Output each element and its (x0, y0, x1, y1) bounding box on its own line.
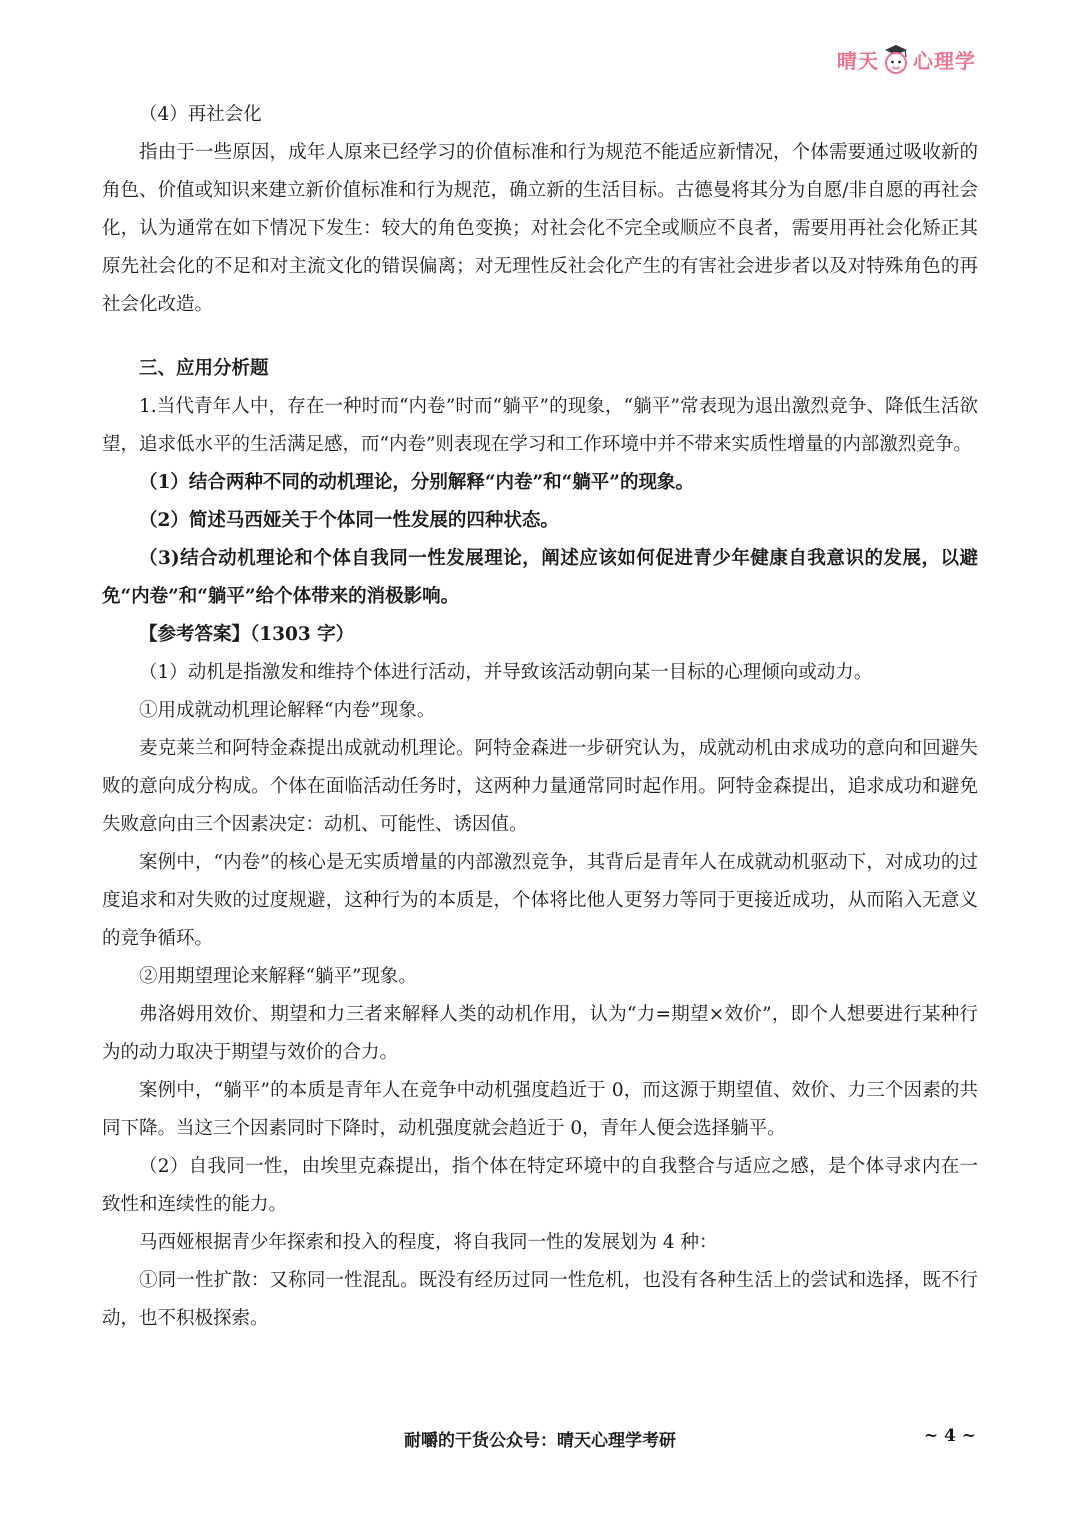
page-number: ~ 4 ~ (923, 1426, 976, 1446)
answer-paragraph: 案例中，“躺平”的本质是青年人在竞争中动机强度趋近于 0，而这源于期望值、效价、力三个因素的共同下降。当这三个因素同时下降时，动机强度就会趋近于 0，青年人便会选择躺平。 (102, 1080, 978, 1139)
question-2: （2）简述马西娅关于个体同一性发展的四种状态。 (139, 510, 559, 531)
footer-text: 耐嚼的干货公众号：晴天心理学考研 (404, 1431, 676, 1451)
answer-paragraph: ①同一性扩散：又称同一性混乱。既没有经历过同一性危机，也没有各种生活上的尝试和选择，既不行动，也不积极探索。 (102, 1270, 978, 1329)
spacer (102, 324, 978, 350)
section-title: 三、应用分析题 (139, 358, 269, 379)
page-content (102, 96, 978, 1338)
question-1: （1）结合两种不同的动机理论，分别解释“内卷”和“躺平”的现象。 (139, 472, 694, 493)
answer-paragraph: 案例中，“内卷”的核心是无实质增量的内部激烈竞争，其背后是青年人在成就动机驱动下，对成功的过度追求和对失败的过度规避，这种行为的本质是，个体将比他人更努力等同于更接近成功，从而陷入无意义的竞争循环。 (102, 852, 978, 949)
paragraph-resocialization: 指由于一些原因，成年人原来已经学习的价值标准和行为规范不能适应新情况，个体需要通过吸收新的角色、价值或知识来建立新价值标准和行为规范，确立新的生活目标。古德曼将其分为自愿/非自愿的再社会化，认为通常在如下情况下发生：较大的角色变换；对社会化不完全或顺应不良者，需要用再社会化矫正其原先社会化的不足和对主流文化的错误偏离；对无理性反社会化产生的有害社会进步者以及对特殊角色的再社会化改造。 (102, 142, 978, 315)
answer-paragraph: ①用成就动机理论解释“内卷”现象。 (139, 700, 436, 721)
logo-text-left: 晴天 (837, 48, 879, 73)
answer-paragraph: ②用期望理论来解释“躺平”现象。 (139, 966, 417, 987)
subheading-resocialization: （4）再社会化 (139, 104, 262, 125)
answer-paragraph: 麦克莱兰和阿特金森提出成就动机理论。阿特金森进一步研究认为，成就动机由求成功的意向和回避失败的意向成分构成。个体在面临活动任务时，这两种力量通常同时起作用。阿特金森提出，追求成功和避免失败意向由三个因素决定：动机、可能性、诱因值。 (102, 738, 978, 835)
question-3: （3)结合动机理论和个体自我同一性发展理论，阐述应该如何促进青少年健康自我意识的发展，以避免“内卷”和“躺平”给个体带来的消极影响。 (102, 548, 978, 607)
answer-paragraph: 弗洛姆用效价、期望和力三者来解释人类的动机作用，认为“力=期望×效价”，即个人想要进行某种行为的动力取决于期望与效价的合力。 (102, 1004, 978, 1063)
answer-paragraph: 马西娅根据青少年探索和投入的程度，将自我同一性的发展划为 4 种： (139, 1232, 718, 1253)
mascot-icon (881, 43, 911, 75)
answer-paragraph: （2）自我同一性，由埃里克森提出，指个体在特定环境中的自我整合与适应之感，是个体寻求内在一致性和连续性的能力。 (102, 1156, 978, 1215)
answer-paragraph: （1）动机是指激发和维持个体进行活动，并导致该活动朝向某一目标的心理倾向或动力。 (139, 662, 873, 683)
logo-text-right: 心理学 (913, 48, 976, 73)
question-intro: 1.当代青年人中，存在一种时而“内卷”时而“躺平”的现象，“躺平”常表现为退出激烈竞争、降低生活欲望，追求低水平的生活满足感，而“内卷”则表现在学习和工作环境中并不带来实质性增量的内部激烈竞争。 (102, 396, 978, 455)
answer-label: 【参考答案】（1303 字） (139, 624, 355, 645)
brand-logo (837, 42, 976, 76)
page-footer (0, 1426, 1080, 1462)
